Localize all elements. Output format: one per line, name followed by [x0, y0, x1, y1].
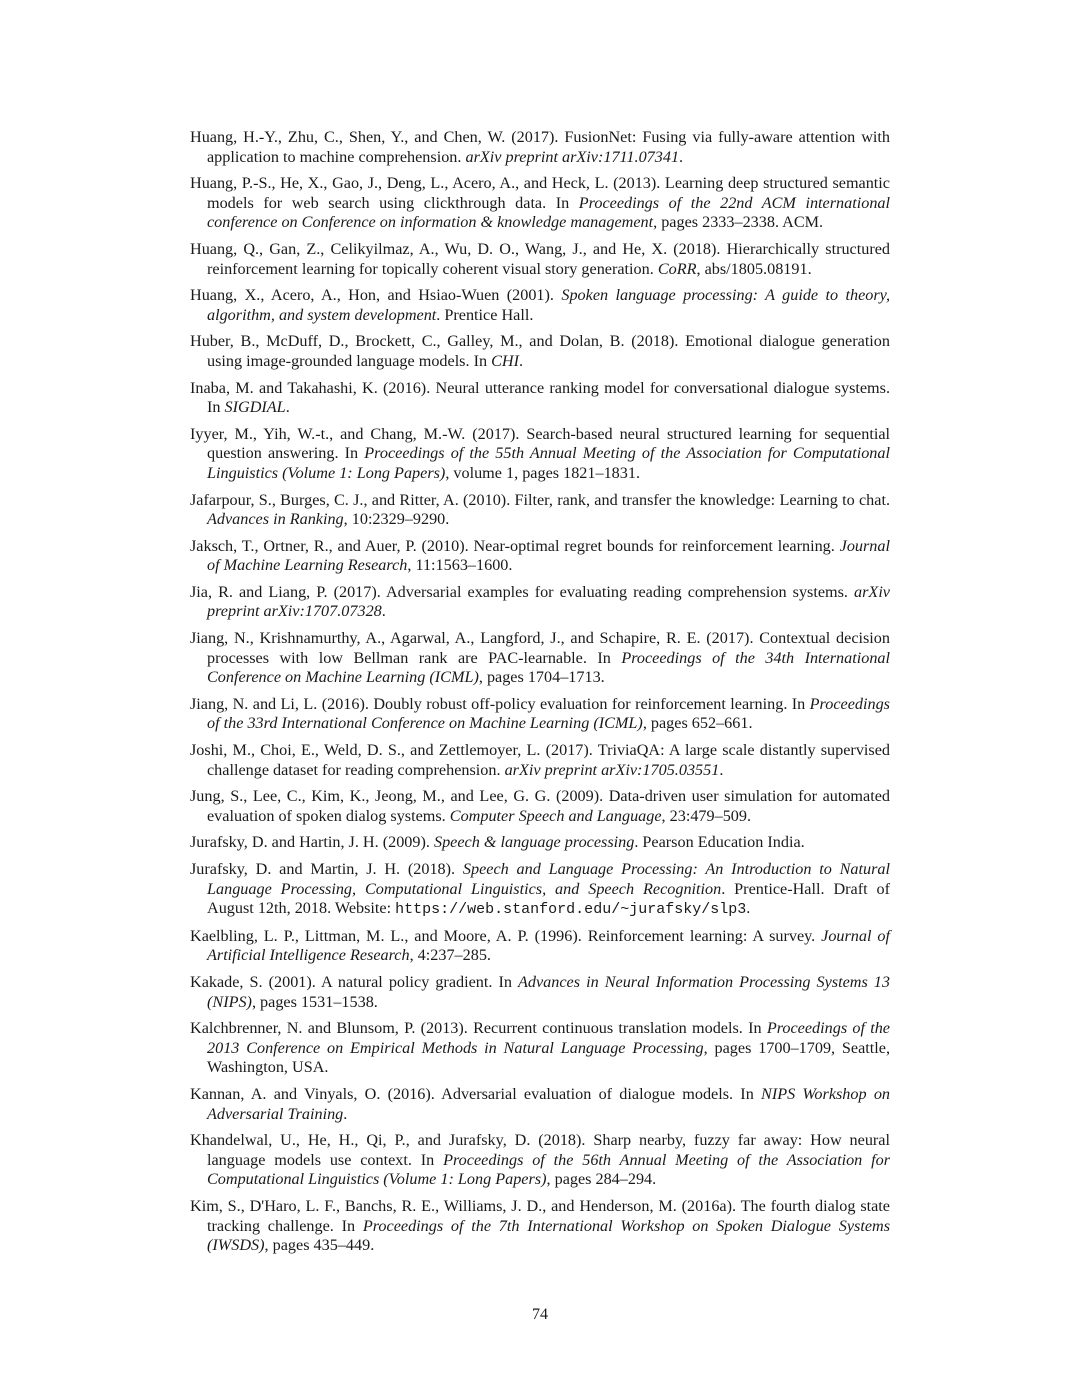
reference-text: Kalchbrenner, N. and Blunsom, P. (2013). Recurrent continuous translation models. In [190, 1019, 767, 1038]
reference-text: , pages 1531–1538. [251, 992, 378, 1011]
reference-entry [190, 860, 890, 920]
reference-venue: Proceedings of the 33rd International Conference on Machine Learning (ICML) [207, 694, 890, 733]
reference-entry [190, 240, 890, 279]
reference-text: , pages 1704–1713. [478, 668, 605, 687]
reference-venue: Speech and Language Processing: An Introduction to Natural Language Processing, Computational Linguistics, and Speech Recognition [207, 860, 891, 898]
reference-entry [190, 332, 890, 371]
reference-text: . [679, 147, 684, 166]
reference-text: , pages 1700–1709, Seattle, Washington, USA. [207, 1038, 890, 1077]
reference-list [190, 128, 890, 1263]
reference-venue: Advances in Neural Information Processing Systems 13 (NIPS) [207, 972, 890, 1011]
reference-text: Kannan, A. and Vinyals, O. (2016). Adversarial evaluation of dialogue models. In [190, 1084, 762, 1103]
reference-text: , 23:479–509. [661, 806, 752, 825]
reference-text: Jia, R. and Liang, P. (2017). Adversarial examples for evaluating reading comprehension systems. [190, 582, 855, 601]
reference-venue: Advances in Ranking [207, 510, 344, 529]
reference-text: , pages 2333–2338. ACM. [653, 213, 824, 232]
reference-text: Huang, Q., Gan, Z., Celikyilmaz, A., Wu, D. O., Wang, J., and He, X. (2018). Hierarchically structured reinforcement learning for topically coherent visual story generation. [190, 239, 890, 278]
reference-venue: Journal of Machine Learning Research [207, 536, 890, 575]
reference-text: . Prentice Hall. [436, 305, 534, 324]
reference-text: . Prentice-Hall. Draft of August 12th, 2018. Website: [207, 879, 891, 918]
reference-entry [190, 1131, 890, 1190]
reference-venue: arXiv preprint arXiv:1705.03551 [504, 760, 720, 779]
reference-text: Jung, S., Lee, C., Kim, K., Jeong, M., and Lee, G. G. (2009). Data-driven user simulation for automated evaluation of spoken dialog systems. [190, 787, 890, 825]
reference-venue: Spoken language processing: A guide to theory, algorithm, and system development [207, 286, 890, 324]
reference-entry [190, 1085, 890, 1124]
reference-text: Huang, P.-S., He, X., Gao, J., Deng, L., Acero, A., and Heck, L. (2013). Learning deep structured semantic models for web search using clickthrough data. In [190, 174, 890, 212]
reference-text: Jiang, N., Krishnamurthy, A., Agarwal, A., Langford, J., and Schapire, R. E. (2017). Contextual decision processes with low Bellman rank are PAC-learnable. In [190, 629, 890, 667]
reference-entry [190, 174, 890, 233]
reference-venue: Proceedings of the 22nd ACM international conference on Conference on information & knowledge management [207, 193, 891, 232]
reference-entry [190, 128, 890, 167]
reference-venue: arXiv preprint arXiv:1707.07328 [207, 582, 890, 621]
reference-text: Joshi, M., Choi, E., Weld, D. S., and Zettlemoyer, L. (2017). TriviaQA: A large scale distantly supervised challenge dataset for reading comprehension. [190, 741, 890, 779]
reference-text: , abs/1805.08191. [696, 259, 812, 278]
reference-text: Jaksch, T., Ortner, R., and Auer, P. (2010). Near-optimal regret bounds for reinforcement learning. [190, 536, 840, 555]
reference-entry [190, 927, 890, 966]
reference-text: Kaelbling, L. P., Littman, M. L., and Moore, A. P. (1996). Reinforcement learning: A survey. [190, 926, 822, 945]
reference-text: . [381, 602, 386, 621]
reference-venue: Journal of Artificial Intelligence Research [207, 926, 890, 965]
reference-text: . [285, 398, 290, 417]
reference-text: , 10:2329–9290. [343, 510, 450, 529]
reference-venue: Speech & language processing [433, 833, 635, 852]
reference-venue: SIGDIAL [224, 398, 286, 417]
reference-venue: arXiv preprint arXiv:1711.07341 [465, 147, 680, 166]
reference-entry [190, 787, 890, 826]
reference-entry [190, 491, 890, 530]
reference-text: Jurafsky, D. and Hartin, J. H. (2009). [190, 833, 434, 852]
reference-text: , 11:1563–1600. [407, 556, 513, 575]
reference-entry [190, 425, 890, 484]
reference-text: . [746, 899, 751, 918]
reference-entry [190, 741, 890, 780]
reference-venue: Proceedings of the 55th Annual Meeting of the Association for Computational Linguistics (Volume 1: Long Papers) [207, 444, 890, 482]
reference-entry [190, 695, 890, 734]
reference-entry [190, 379, 890, 418]
reference-text: Jiang, N. and Li, L. (2016). Doubly robust off-policy evaluation for reinforcement learning. In [190, 694, 810, 713]
reference-text: Huber, B., McDuff, D., Brockett, C., Galley, M., and Dolan, B. (2018). Emotional dialogue generation using image-grounded language models. In [190, 332, 890, 370]
reference-venue: CoRR [657, 259, 697, 278]
reference-text: . [719, 760, 724, 779]
reference-text: . [343, 1104, 348, 1123]
reference-text: Kim, S., D'Haro, L. F., Banchs, R. E., Williams, J. D., and Henderson, M. (2016a). The fourth dialog state tracking challenge. In [190, 1196, 890, 1235]
reference-text: , pages 652–661. [642, 714, 753, 733]
reference-url: https://web.stanford.edu/~jurafsky/slp3 [395, 901, 747, 919]
reference-text: , 4:237–285. [409, 946, 491, 965]
reference-text: Jafarpour, S., Burges, C. J., and Ritter, A. (2010). Filter, rank, and transfer the knowledge: Learning to chat. [190, 490, 890, 509]
reference-text: Jurafsky, D. and Martin, J. H. (2018). [190, 860, 463, 878]
reference-entry [190, 833, 890, 853]
reference-entry [190, 973, 890, 1012]
reference-text: . [519, 351, 524, 370]
reference-text: , volume 1, pages 1821–1831. [445, 463, 640, 482]
reference-text: , pages 435–449. [264, 1236, 375, 1255]
reference-entry [190, 629, 890, 688]
reference-text: Khandelwal, U., He, H., Qi, P., and Jurafsky, D. (2018). Sharp nearby, fuzzy far away: How neural language models use context. In [190, 1131, 890, 1169]
reference-entry [190, 537, 890, 576]
reference-text: Iyyer, M., Yih, W.-t., and Chang, M.-W. (2017). Search-based neural structured learning for sequential question answering. In [190, 424, 890, 463]
reference-venue: Proceedings of the 2013 Conference on Empirical Methods in Natural Language Processing [207, 1019, 890, 1057]
reference-venue: Proceedings of the 7th International Workshop on Spoken Dialogue Systems (IWSDS) [207, 1216, 890, 1255]
reference-text: Inaba, M. and Takahashi, K. (2016). Neural utterance ranking model for conversational dialogue systems. In [190, 378, 890, 417]
reference-text: Huang, X., Acero, A., Hon, and Hsiao-Wuen (2001). [190, 286, 562, 305]
reference-entry [190, 286, 890, 325]
reference-venue: Computer Speech and Language [449, 806, 662, 825]
reference-text: , pages 284–294. [546, 1170, 657, 1189]
reference-venue: Proceedings of the 34th International Conference on Machine Learning (ICML) [207, 648, 890, 687]
reference-text: Kakade, S. (2001). A natural policy gradient. In [190, 972, 518, 991]
page-number: 74 [532, 1306, 548, 1323]
reference-text: . Pearson Education India. [634, 833, 805, 852]
reference-venue: Proceedings of the 56th Annual Meeting of the Association for Computational Linguistics (Volume 1: Long Papers) [207, 1150, 890, 1189]
reference-text: Huang, H.-Y., Zhu, C., Shen, Y., and Chen, W. (2017). FusionNet: Fusing via fully-aware attention with application to machine comprehension. [190, 128, 890, 166]
reference-entry [190, 1197, 890, 1256]
reference-entry [190, 583, 890, 622]
reference-venue: CHI [491, 351, 520, 370]
reference-venue: NIPS Workshop on Adversarial Training [207, 1084, 891, 1123]
reference-entry [190, 1019, 890, 1078]
